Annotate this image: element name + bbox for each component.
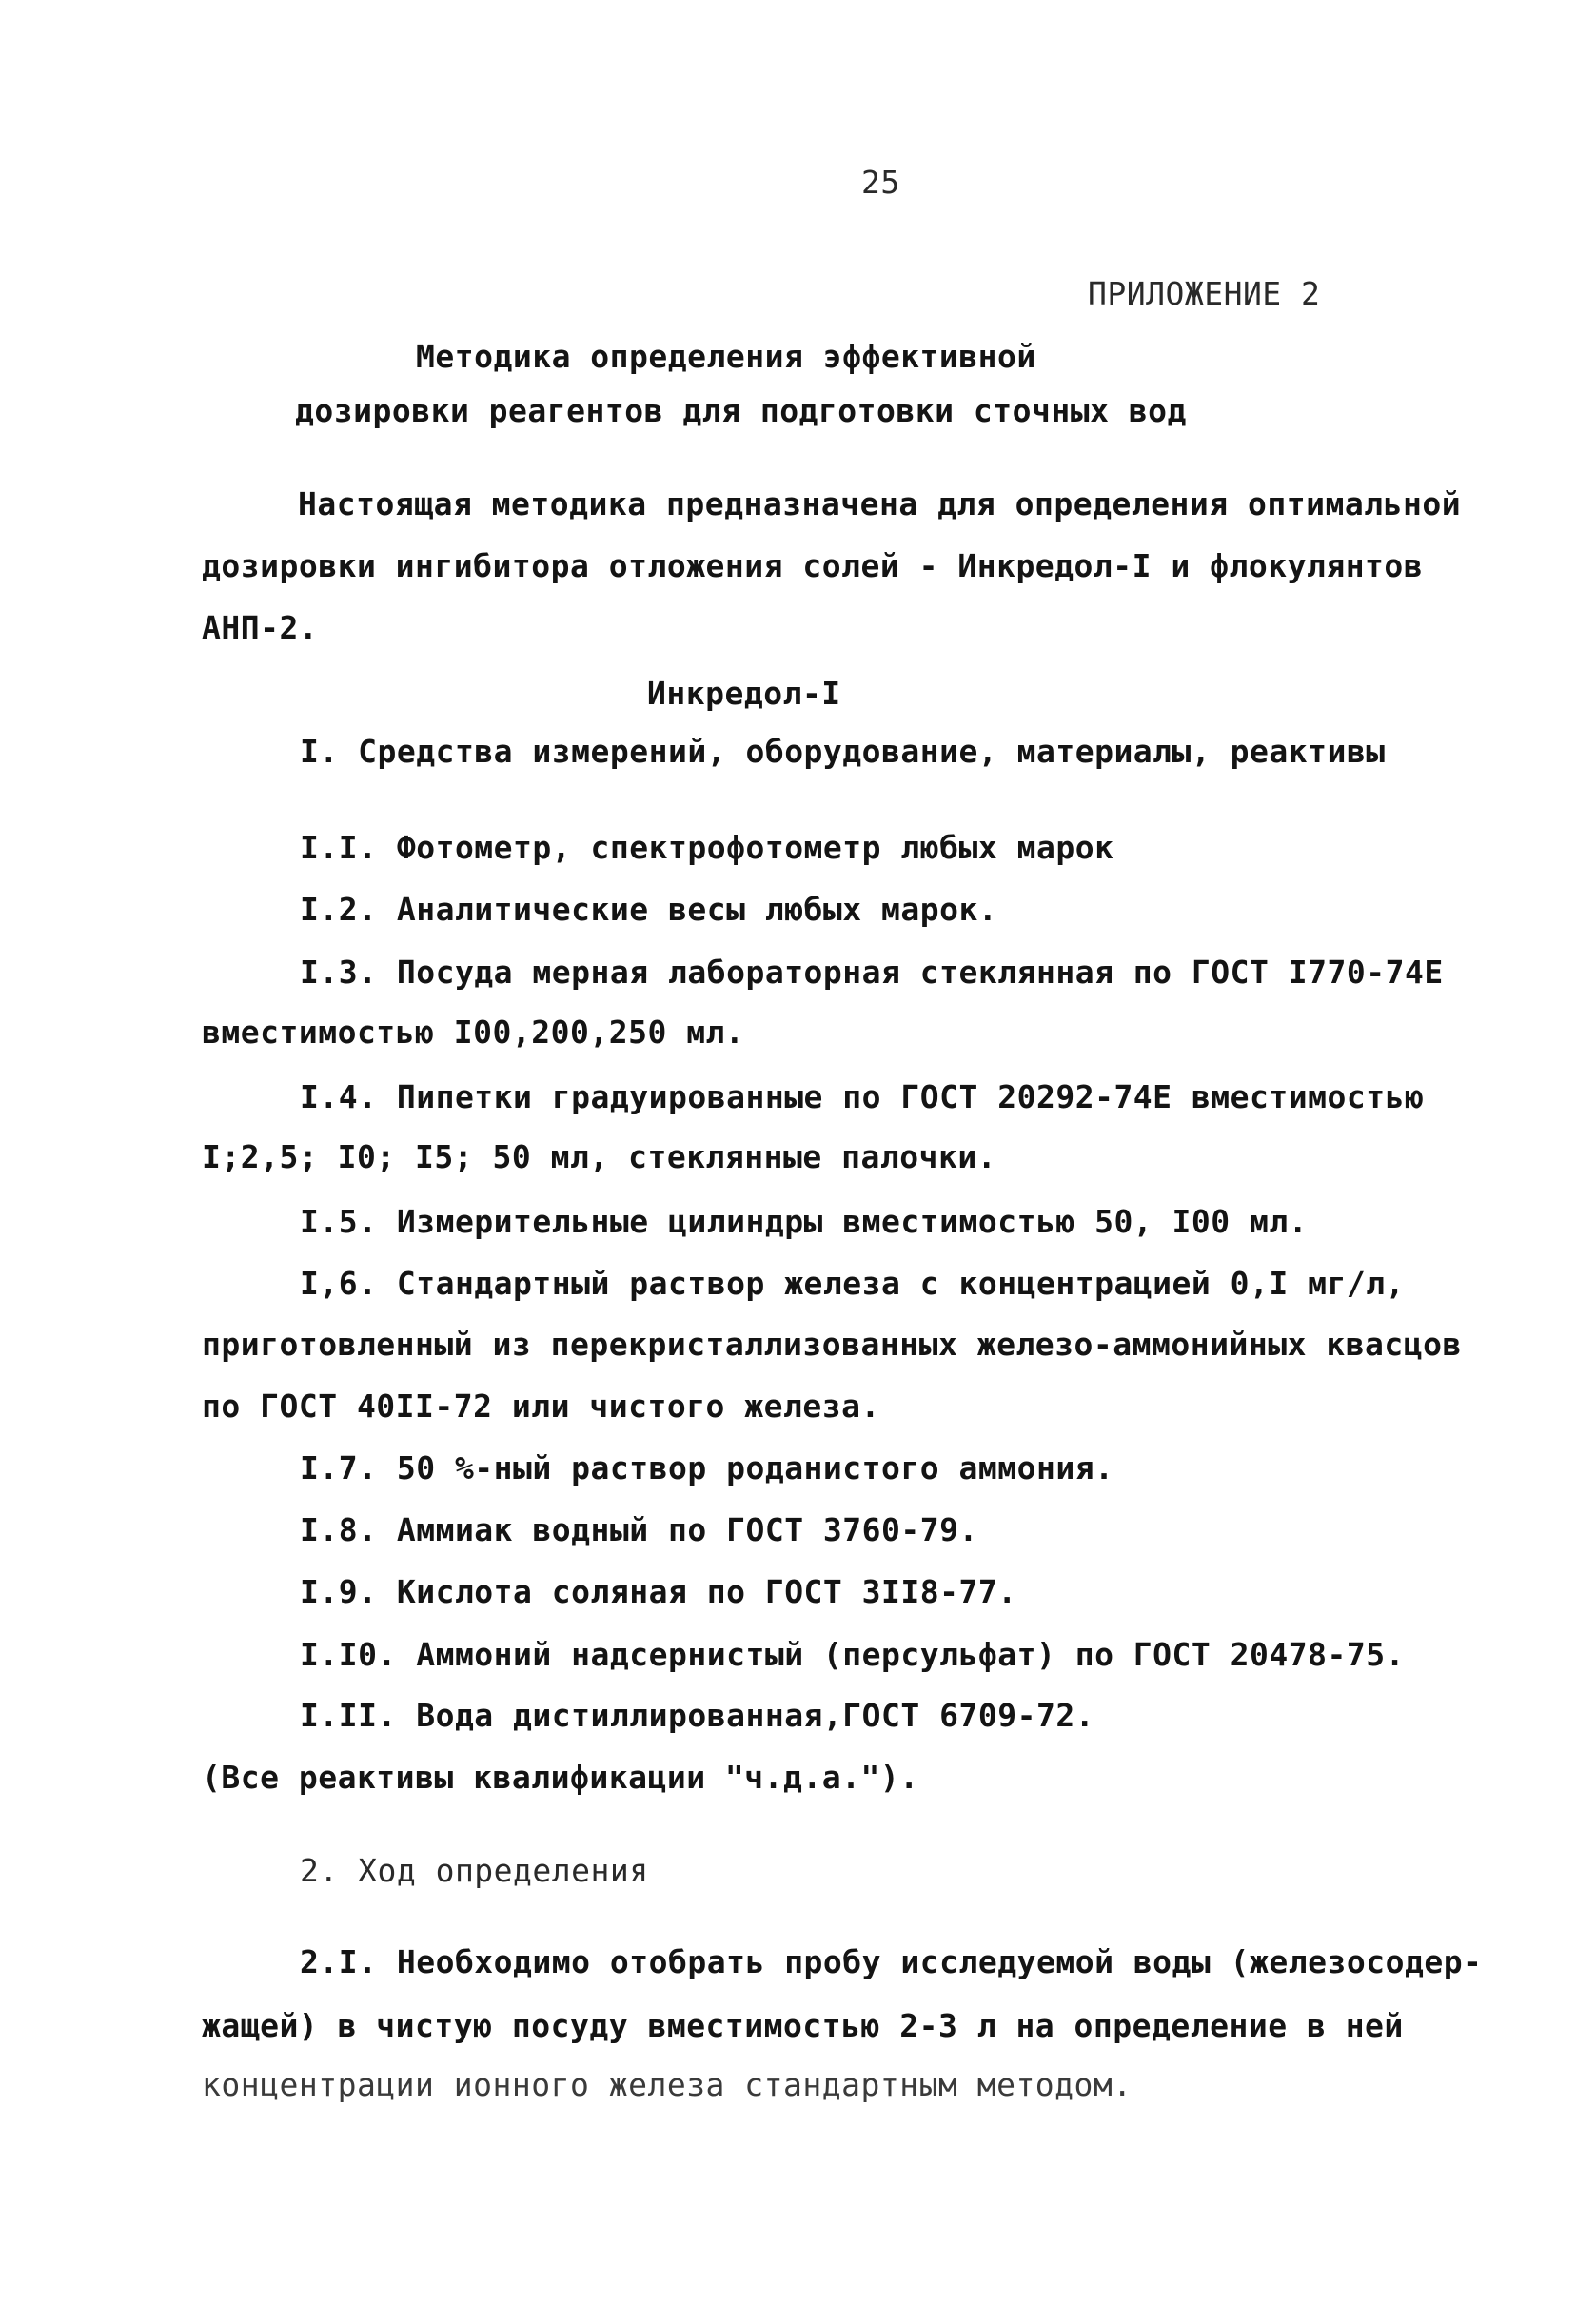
item-1-4-line-2: I;2,5; I0; I5; 50 мл, стеклянные палочки. — [202, 1138, 997, 1175]
item-1-7: I.7. 50 %-ный раствор роданистого аммония. — [300, 1449, 1114, 1487]
section-1-heading: I. Средства измерений, оборудование, материалы, реактивы — [300, 733, 1386, 770]
item-1-6-line-1: I,6. Стандартный раствор железа с концентрацией 0,I мг/л, — [300, 1265, 1405, 1302]
section-2-heading: 2. Ход определения — [300, 1852, 649, 1889]
item-2-1-line-1: 2.I. Необходимо отобрать пробу исследуемой воды (железосодер- — [300, 1943, 1483, 1980]
reagents-note: (Все реактивы квалификации "ч.д.а."). — [202, 1759, 919, 1796]
title-line-2: дозировки реагентов для подготовки сточных вод — [295, 392, 1187, 429]
item-1-1: I.I. Фотометр, спектрофотометр любых марок — [300, 829, 1114, 866]
page-number: 25 — [861, 164, 900, 201]
item-1-3-line-2: вместимостью I00,200,250 мл. — [202, 1014, 745, 1051]
item-2-1-line-3: концентрации ионного железа стандартным методом. — [202, 2066, 1133, 2103]
item-1-10: I.I0. Аммоний надсернистый (персульфат) по ГОСТ 20478-75. — [300, 1636, 1405, 1673]
title-line-1: Методика определения эффективной — [416, 338, 1036, 375]
item-1-3-line-1: I.3. Посуда мерная лабораторная стеклянная по ГОСТ I770-74Е — [300, 954, 1444, 991]
item-2-1-line-2: жащей) в чистую посуду вместимостью 2-3 л на определение в ней — [202, 2007, 1404, 2044]
item-1-2: I.2. Аналитические весы любых марок. — [300, 891, 998, 928]
appendix-label: ПРИЛОЖЕНИЕ 2 — [1088, 275, 1321, 312]
intro-line-3: АНП-2. — [202, 609, 319, 646]
item-1-9: I.9. Кислота соляная по ГОСТ 3II8-77. — [300, 1573, 1017, 1610]
intro-line-1: Настоящая методика предназначена для определения оптимальной — [298, 485, 1462, 522]
item-1-8: I.8. Аммиак водный по ГОСТ 3760-79. — [300, 1511, 978, 1548]
subheading: Инкредол-I — [647, 675, 841, 712]
item-1-4-line-1: I.4. Пипетки градуированные по ГОСТ 20292-74Е вместимостью — [300, 1078, 1425, 1115]
item-1-6-line-3: по ГОСТ 40II-72 или чистого железа. — [202, 1388, 880, 1425]
item-1-11: I.II. Вода дистиллированная,ГОСТ 6709-72. — [300, 1697, 1095, 1734]
intro-line-2: дозировки ингибитора отложения солей - Инкредол-I и флокулянтов — [202, 547, 1424, 584]
item-1-5: I.5. Измерительные цилиндры вместимостью 50, I00 мл. — [300, 1203, 1309, 1240]
item-1-6-line-2: приготовленный из перекристаллизованных железо-аммонийных квасцов — [202, 1326, 1462, 1363]
